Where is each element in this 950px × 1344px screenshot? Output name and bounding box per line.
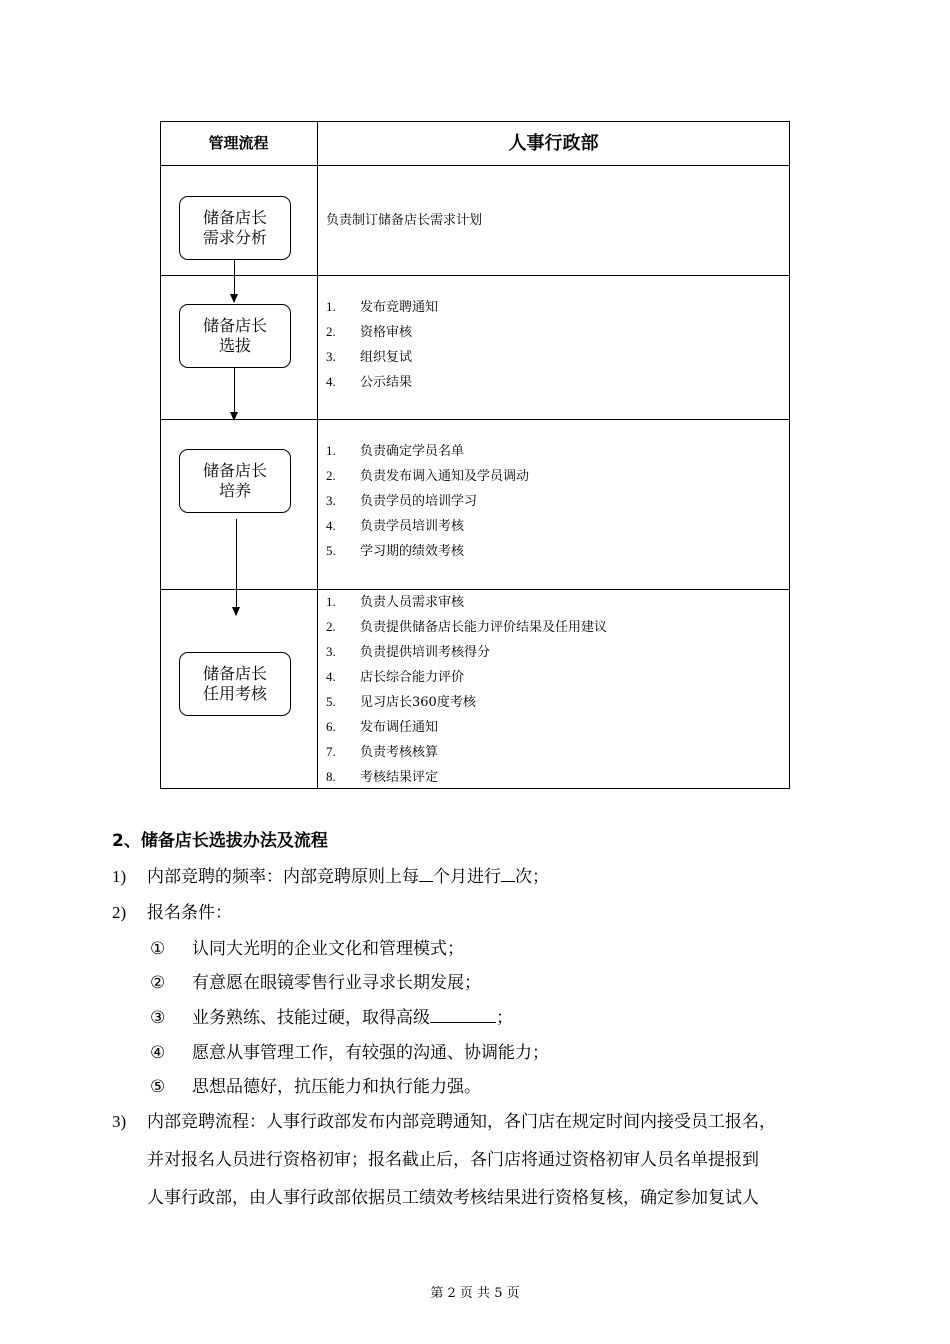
list-text: 见习店长360度考核	[360, 695, 476, 710]
table-divider-1	[160, 275, 790, 276]
condition-item	[150, 934, 464, 959]
flow-box-line: 储备店长	[202, 208, 267, 227]
list-text: 负责发布调入通知及学员调动	[360, 469, 530, 484]
flow-box-line: 培养	[218, 481, 251, 500]
paragraph-number: 1)	[112, 867, 127, 886]
list-text: 负责人员需求审核	[360, 595, 465, 610]
condition-text: 认同大光明的企业文化和管理模式；	[192, 939, 464, 959]
list-number: 2.	[326, 619, 336, 634]
list-number: 1.	[326, 299, 336, 314]
flow-box-demand-analysis	[179, 196, 291, 260]
list-text: 发布竞聘通知	[360, 300, 439, 315]
list-item	[326, 513, 529, 538]
paragraph-text: 次；	[515, 867, 549, 887]
condition-mark: ①	[150, 939, 166, 959]
list-text: 发布调任通知	[360, 720, 439, 735]
table-header-process: 管理流程	[208, 134, 269, 152]
condition-text: ；	[496, 1008, 513, 1028]
paragraph-text: 报名条件：	[147, 903, 232, 923]
list-text: 资格审核	[360, 325, 413, 340]
condition-mark: ④	[150, 1043, 166, 1063]
table-divider-header	[160, 165, 790, 166]
list-item	[326, 664, 607, 689]
list-text: 负责学员的培训学习	[360, 494, 478, 509]
flow-box-training	[179, 449, 291, 513]
list-number: 4.	[326, 374, 336, 389]
stage-3-list	[326, 438, 529, 563]
list-number: 3.	[326, 644, 336, 659]
flow-arrow-2	[234, 368, 235, 420]
flow-box-line: 需求分析	[202, 228, 267, 247]
condition-mark: ⑤	[150, 1077, 166, 1097]
list-item	[326, 764, 607, 789]
list-text: 组织复试	[360, 350, 413, 365]
condition-item	[150, 1003, 513, 1028]
list-number: 7.	[326, 744, 336, 759]
list-number: 1.	[326, 594, 336, 609]
flow-box-line: 储备店长	[202, 664, 267, 683]
list-number: 6.	[326, 719, 336, 734]
list-item	[326, 689, 607, 714]
list-item	[326, 294, 438, 319]
paragraph-number: 3)	[112, 1112, 127, 1131]
list-number: 2.	[326, 324, 336, 339]
list-text: 负责学员培训考核	[360, 519, 465, 534]
list-text: 店长综合能力评价	[360, 670, 465, 685]
paragraph-3-line: 人事行政部，由人事行政部依据员工绩效考核结果进行资格复核，确定参加复试人	[147, 1188, 759, 1208]
list-text: 公示结果	[360, 375, 413, 390]
list-item	[326, 488, 529, 513]
stage-4-list	[326, 589, 607, 789]
condition-item	[150, 1038, 549, 1063]
table-header-department: 人事行政部	[508, 133, 599, 154]
list-item	[326, 739, 607, 764]
list-text: 学习期的绩效考核	[360, 544, 465, 559]
list-number: 4.	[326, 518, 336, 533]
condition-text: 有意愿在眼镜零售行业寻求长期发展；	[192, 973, 481, 993]
list-number: 5.	[326, 543, 336, 558]
list-number: 3.	[326, 349, 336, 364]
condition-item	[150, 1072, 481, 1097]
section-title: 2、储备店长选拔办法及流程	[112, 831, 328, 851]
paragraph-3-line: 并对报名人员进行资格初审；报名截止后，各门店将通过资格初审人员名单提报到	[147, 1150, 759, 1170]
list-text: 负责考核核算	[360, 745, 439, 760]
flow-arrow-1	[234, 260, 235, 302]
flow-box-appointment-assessment	[179, 652, 291, 716]
paragraph-text: 内部竞聘流程：人事行政部发布内部竞聘通知，各门店在规定时间内接受员工报名，	[147, 1112, 776, 1132]
list-item	[326, 463, 529, 488]
list-text: 考核结果评定	[360, 770, 439, 785]
condition-text: 思想品德好，抗压能力和执行能力强。	[192, 1077, 481, 1097]
fill-blank	[430, 1006, 496, 1023]
list-number: 3.	[326, 493, 336, 508]
list-number: 1.	[326, 443, 336, 458]
stage-2-list	[326, 294, 438, 394]
flow-box-line: 储备店长	[202, 316, 267, 335]
list-item	[326, 438, 529, 463]
flow-arrow-3	[236, 519, 237, 615]
fill-blank	[501, 865, 515, 882]
list-number: 2.	[326, 468, 336, 483]
paragraph-1	[112, 862, 549, 887]
list-item	[326, 538, 529, 563]
stage-1-description: 负责制订储备店长需求计划	[326, 213, 483, 228]
list-text: 负责提供储备店长能力评价结果及任用建议	[360, 620, 608, 635]
fill-blank	[419, 865, 433, 882]
list-number: 5.	[326, 694, 336, 709]
table-divider-2	[160, 419, 790, 420]
list-item	[326, 319, 438, 344]
table-border-right	[789, 121, 790, 789]
condition-mark: ②	[150, 973, 166, 993]
condition-item	[150, 968, 481, 993]
list-item	[326, 714, 607, 739]
flow-box-line: 任用考核	[202, 684, 267, 703]
list-item	[326, 589, 607, 614]
paragraph-2	[112, 898, 232, 923]
condition-mark: ③	[150, 1008, 166, 1028]
flow-box-selection	[179, 304, 291, 368]
list-item	[326, 639, 607, 664]
paragraph-3	[112, 1107, 776, 1132]
list-item	[326, 614, 607, 639]
table-column-divider	[317, 121, 318, 789]
table-border-left	[160, 121, 161, 789]
flow-box-line: 选拔	[218, 336, 251, 355]
flow-box-line: 储备店长	[202, 461, 267, 480]
paragraph-number: 2)	[112, 903, 127, 922]
list-number: 4.	[326, 669, 336, 684]
paragraph-text: 内部竞聘的频率：内部竞聘原则上每	[147, 867, 419, 887]
list-number: 8.	[326, 769, 336, 784]
list-text: 负责提供培训考核得分	[360, 645, 491, 660]
list-text: 负责确定学员名单	[360, 444, 465, 459]
list-item	[326, 344, 438, 369]
page-number-footer: 第 2 页 共 5 页	[430, 1286, 520, 1301]
condition-text: 愿意从事管理工作，有较强的沟通、协调能力；	[192, 1043, 549, 1063]
paragraph-text: 个月进行	[433, 867, 501, 887]
list-item	[326, 369, 438, 394]
condition-text: 业务熟练、技能过硬，取得高级	[192, 1008, 430, 1028]
